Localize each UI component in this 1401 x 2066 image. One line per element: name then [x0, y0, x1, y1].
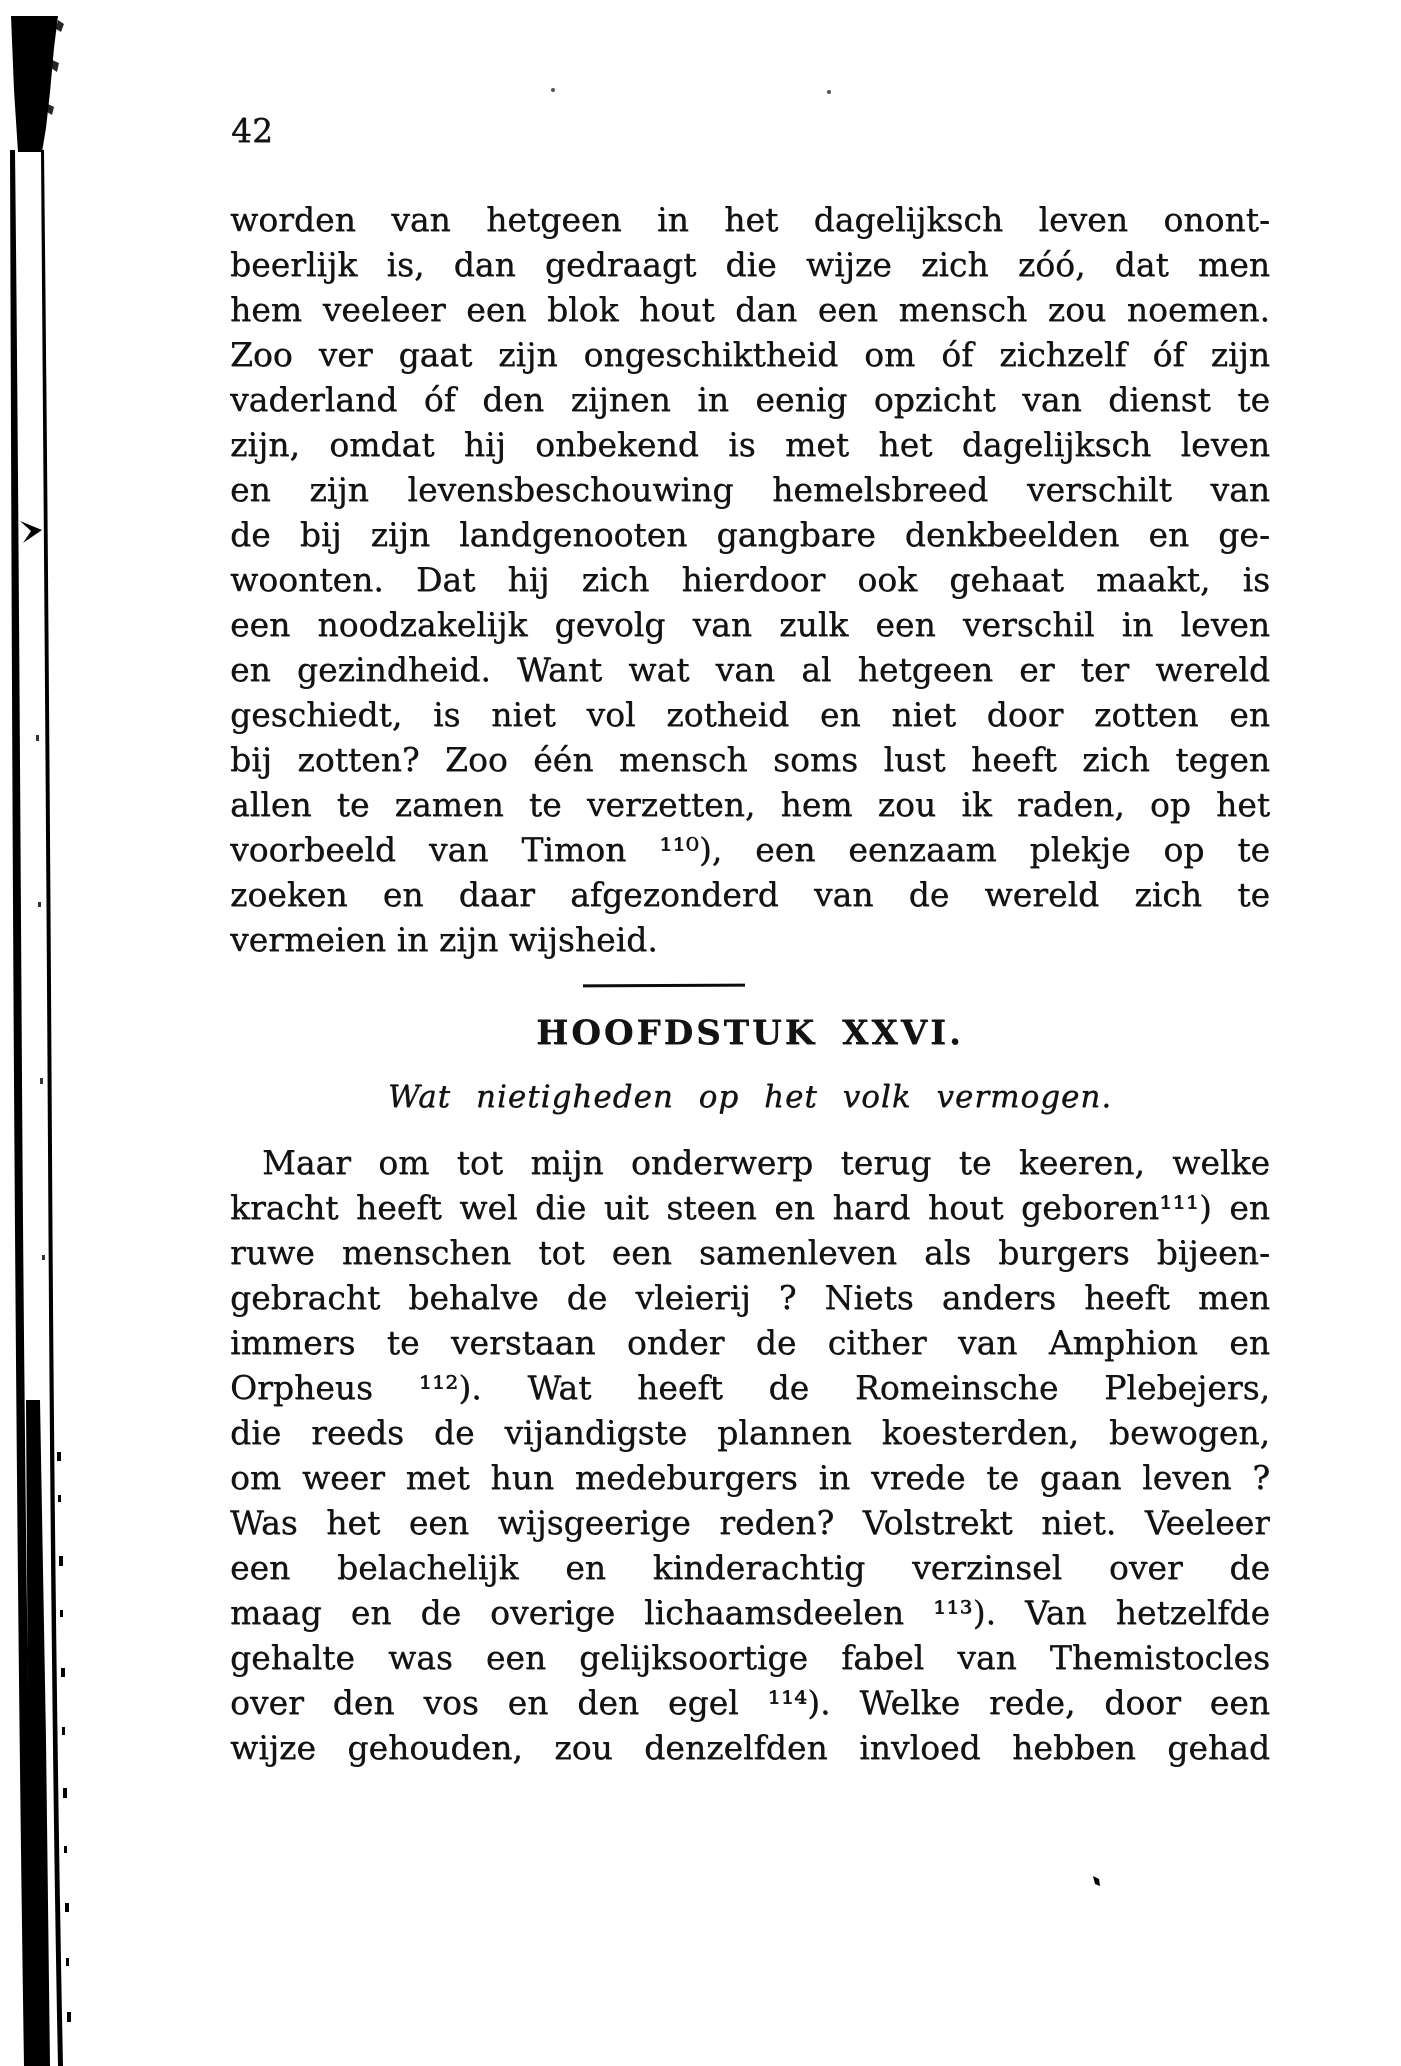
chapter-heading: HOOFDSTUK XXVI.	[536, 1013, 964, 1053]
ink-speck	[1093, 1876, 1100, 1886]
binding-shadow-blob	[11, 16, 58, 152]
text-line: een belachelijk en kinderachtig verzinsel over de	[230, 1548, 1270, 1587]
text-line: een noodzakelijk gevolg van zulk een verschil in leven	[230, 605, 1270, 644]
text-line: de bij zijn landgenooten gangbare denkbeelden en ge-	[230, 515, 1270, 554]
paragraph-1	[230, 197, 1270, 962]
margin-arrow-mark	[20, 521, 42, 543]
text-line: Zoo ver gaat zijn ongeschiktheid om óf zichzelf óf zijn	[230, 335, 1270, 374]
text-line: om weer met hun medeburgers in vrede te gaan leven ?	[230, 1458, 1270, 1497]
text-line: wijze gehouden, zou denzelfden invloed hebben gehad	[230, 1728, 1270, 1767]
text-line: Was het een wijsgeerige reden? Volstrekt niet. Veeleer	[230, 1503, 1270, 1542]
text-line: zoeken en daar afgezonderd van de wereld zich te	[230, 875, 1270, 914]
text-line: voorbeeld van Timon ¹¹⁰), een eenzaam plekje op te	[230, 830, 1270, 869]
text-line: bij zotten? Zoo één mensch soms lust heeft zich tegen	[230, 740, 1270, 779]
text-line: en zijn levensbeschouwing hemelsbreed verschilt van	[230, 470, 1270, 509]
text-line: ruwe menschen tot een samenleven als burgers bijeen-	[230, 1233, 1270, 1272]
text-line: Maar om tot mijn onderwerp terug te keeren, welke	[262, 1143, 1270, 1182]
text-line: immers te verstaan onder de cither van Amphion en	[230, 1323, 1270, 1362]
text-line: worden van hetgeen in het dagelijksch leven onont-	[230, 200, 1270, 239]
text-line: geschiedt, is niet vol zotheid en niet door zotten en	[230, 695, 1270, 734]
text-line: beerlijk is, dan gedraagt die wijze zich zóó, dat men	[230, 245, 1270, 284]
text-line: en gezindheid. Want wat van al hetgeen er ter wereld	[230, 650, 1270, 689]
chapter-subtitle: Wat nietigheden op het volk vermogen.	[387, 1079, 1113, 1115]
text-line: over den vos en den egel ¹¹⁴). Welke rede, door een	[230, 1683, 1270, 1722]
text-line: woonten. Dat hij zich hierdoor ook gehaat maakt, is	[230, 560, 1270, 599]
text-line: allen te zamen te verzetten, hem zou ik raden, op het	[230, 785, 1270, 824]
paragraph-2	[230, 1140, 1270, 1770]
text-line: gehalte was een gelijksoortige fabel van Themistocles	[230, 1638, 1270, 1677]
text-line: maag en de overige lichaamsdeelen ¹¹³). Van hetzelfde	[230, 1593, 1270, 1632]
text-line: zijn, omdat hij onbekend is met het dagelijksch leven	[230, 425, 1270, 464]
text-line: vermeien in zijn wijsheid.	[230, 920, 658, 959]
text-line: Orpheus ¹¹²). Wat heeft de Romeinsche Plebejers,	[230, 1368, 1270, 1407]
text-line: vaderland óf den zijnen in eenig opzicht van dienst te	[230, 380, 1270, 419]
text-line: die reeds de vijandigste plannen koesterden, bewogen,	[230, 1413, 1270, 1452]
text-line: hem veeleer een blok hout dan een mensch zou noemen.	[230, 290, 1270, 329]
page-number: 42	[231, 111, 273, 150]
text-line: kracht heeft wel die uit steen en hard hout geboren¹¹¹) en	[230, 1188, 1270, 1227]
text-line: gebracht behalve de vleierij ? Niets anders heeft men	[230, 1278, 1270, 1317]
